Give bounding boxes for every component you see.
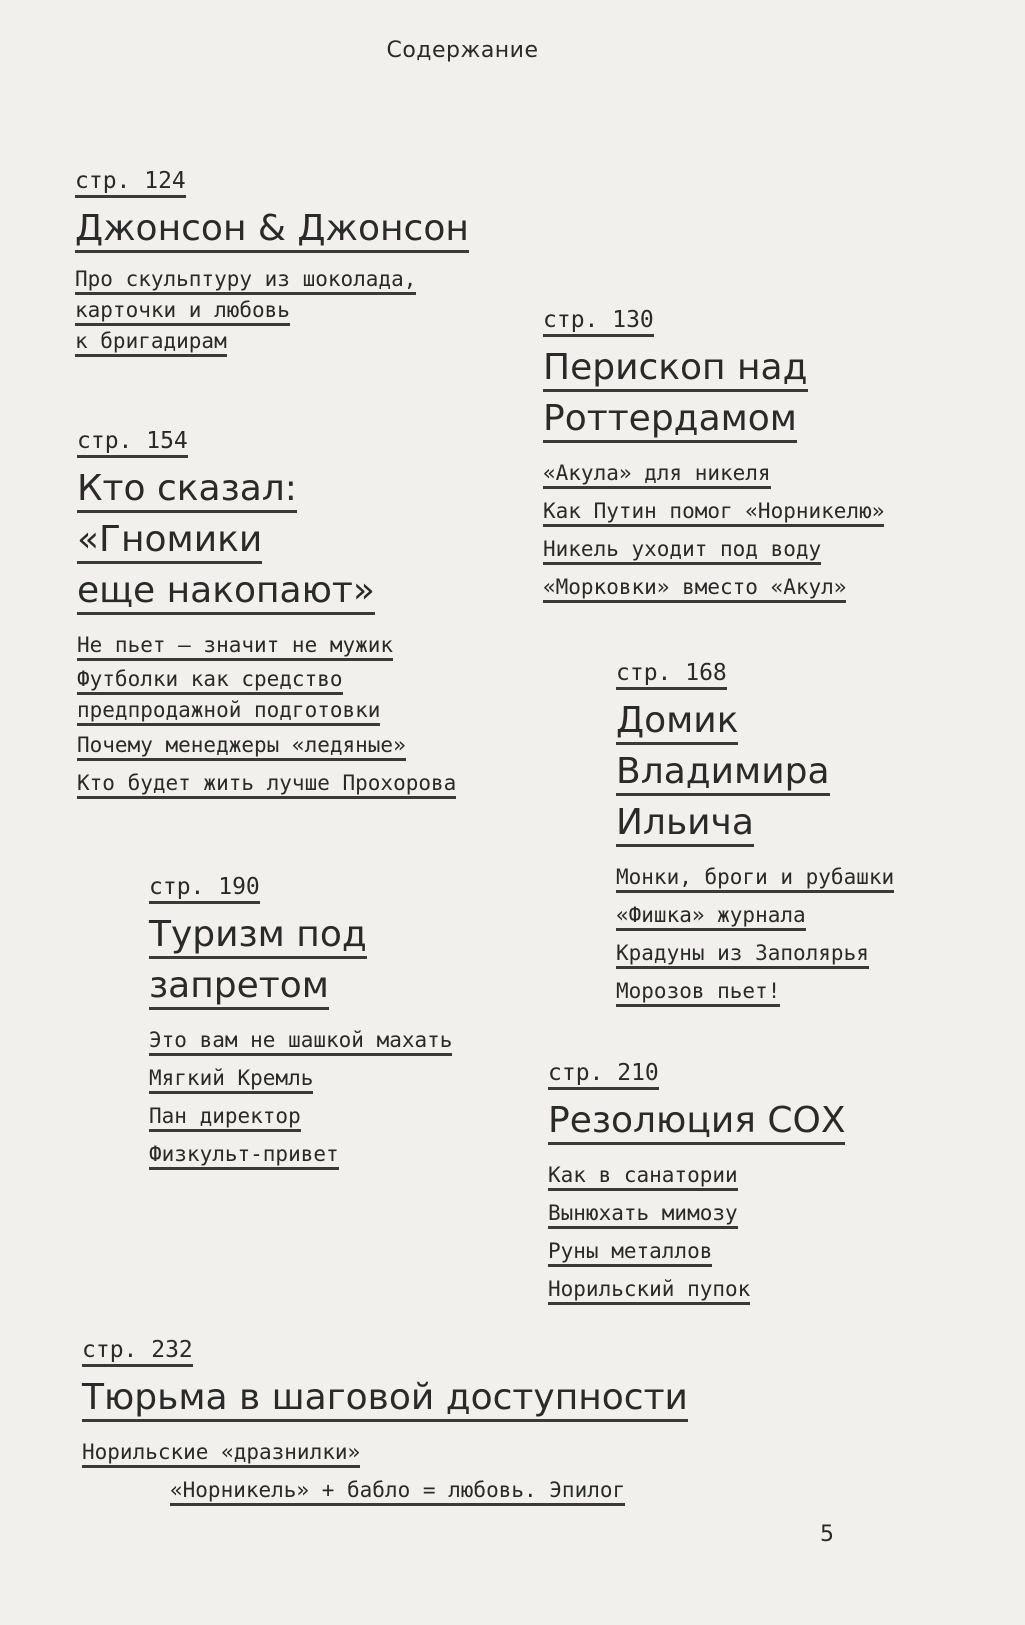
toc-entry-130 xyxy=(543,304,884,606)
page-ref: стр. 168 xyxy=(616,657,727,689)
subtitle: Норильские «дразнилки» xyxy=(82,1433,688,1471)
subtitle: Вынюхать мимозу xyxy=(548,1194,845,1232)
chapter-title: еще накопают» xyxy=(77,565,456,616)
subtitle-list xyxy=(616,858,894,1010)
chapter-title: Джонсон & Джонсон xyxy=(75,203,469,254)
toc-entry-210 xyxy=(548,1057,845,1308)
subtitle-list xyxy=(82,1433,688,1509)
toc-entry-232 xyxy=(82,1334,688,1509)
toc-entry-154 xyxy=(77,425,456,802)
chapter-title: «Гномики xyxy=(77,514,456,565)
page-ref: стр. 232 xyxy=(82,1334,193,1366)
subtitle: Как в санатории xyxy=(548,1156,845,1194)
chapter-title: Туризм под xyxy=(149,909,452,960)
chapter-title: Резолюция СОХ xyxy=(548,1095,845,1146)
subtitle: Это вам не шашкой махать xyxy=(149,1021,452,1059)
page-number: 5 xyxy=(820,1522,834,1547)
subtitle-list xyxy=(75,264,469,357)
toc-entry-124 xyxy=(75,165,469,357)
page-ref: стр. 124 xyxy=(75,165,186,197)
chapter-title: Ильича xyxy=(616,797,894,848)
subtitle: «Норникель» + бабло = любовь. Эпилог xyxy=(82,1471,688,1509)
chapter-title: Домик xyxy=(616,695,894,746)
subtitle: «Акула» для никеля xyxy=(543,454,884,492)
chapter-title: запретом xyxy=(149,960,452,1011)
subtitle: карточки и любовь xyxy=(75,295,469,326)
subtitle-list xyxy=(543,454,884,606)
subtitle: к бригадирам xyxy=(75,326,469,357)
toc-entry-168 xyxy=(616,657,894,1010)
subtitle: «Морковки» вместо «Акул» xyxy=(543,568,884,606)
page-ref: стр. 210 xyxy=(548,1057,659,1089)
toc-entry-190 xyxy=(149,871,452,1173)
subtitle: Физкульт-привет xyxy=(149,1135,452,1173)
subtitle: Кто будет жить лучше Прохорова xyxy=(77,764,456,802)
page-ref: стр. 130 xyxy=(543,304,654,336)
subtitle: «Фишка» журнала xyxy=(616,896,894,934)
page-ref: стр. 154 xyxy=(77,425,188,457)
subtitle: Руны металлов xyxy=(548,1232,845,1270)
subtitle-list xyxy=(149,1021,452,1173)
chapter-title: Тюрьма в шаговой доступности xyxy=(82,1372,688,1423)
subtitle: Не пьет – значит не мужик xyxy=(77,626,456,664)
subtitle: предпродажной подготовки xyxy=(77,695,456,726)
subtitle: Футболки как средство xyxy=(77,664,456,695)
chapter-title: Владимира xyxy=(616,746,894,797)
subtitle: Как Путин помог «Норникелю» xyxy=(543,492,884,530)
subtitle: Мягкий Кремль xyxy=(149,1059,452,1097)
page-title: Содержание xyxy=(386,38,539,63)
subtitle-list xyxy=(548,1156,845,1308)
subtitle: Монки, броги и рубашки xyxy=(616,858,894,896)
subtitle: Про скульптуру из шоколада, xyxy=(75,264,469,295)
page-ref: стр. 190 xyxy=(149,871,260,903)
subtitle: Крадуны из Заполярья xyxy=(616,934,894,972)
chapter-title: Перископ над xyxy=(543,342,884,393)
subtitle-list xyxy=(77,626,456,802)
subtitle: Морозов пьет! xyxy=(616,972,894,1010)
subtitle: Пан директор xyxy=(149,1097,452,1135)
chapter-title: Кто сказал: xyxy=(77,463,456,514)
chapter-title: Роттердамом xyxy=(543,393,884,444)
subtitle: Норильский пупок xyxy=(548,1270,845,1308)
subtitle: Почему менеджеры «ледяные» xyxy=(77,726,456,764)
subtitle: Никель уходит под воду xyxy=(543,530,884,568)
